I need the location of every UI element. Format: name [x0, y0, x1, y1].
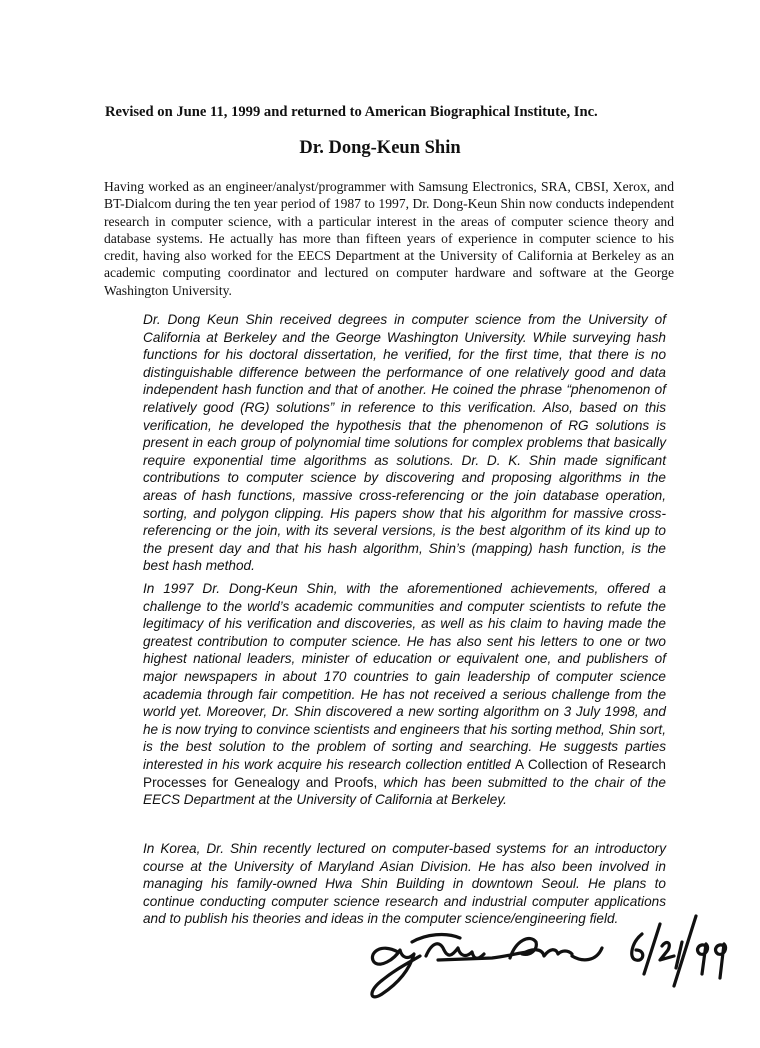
document-title: Dr. Dong-Keun Shin [299, 138, 461, 158]
revision-note: Revised on June 11, 1999 and returned to American Biographical Institute, Inc. [105, 104, 598, 120]
intro-paragraph: Having worked as an engineer/analyst/programmer with Samsung Electronics, SRA, CBSI, Xerox, and BT-Dialcom during the ten year period of 1987 to 1997, Dr. Dong-Keun Shin now conducts independent research in computer science, with a particular interest in the areas of computer science theory and database systems. He actually has more than fifteen years of experience in computer science to his credit, having also worked for the EECS Department at the University of California at Berkeley as an academic computing coordinator and lectured on computer hardware and software at the George Washington University. [104, 179, 674, 298]
bio-paragraph-2 [143, 580, 666, 809]
signature-block [360, 912, 740, 1007]
bio-paragraph-2-text-a: In 1997 Dr. Dong-Keun Shin, with the aforementioned achievements, offered a challenge to the world’s academic communities and computer scientists to refute the legitimacy of his verification and discoveries, as well as his claim to having made the greatest contribution to computer science. He has also sent his letters to one or two highest national leaders, minister of education or equivalent one, and publishers of major newspapers in about 170 countries to gain leadership of computer science academia through fair competition. He has not received a serious challenge from the world yet. Moreover, Dr. Shin discovered a new sorting algorithm on 3 July 1998, and he is now trying to convince scientists and engineers that his sorting method, Shin sort, is the best solution to the problem of sorting and searching. He suggests parties interested in his work acquire his research collection entitled [143, 581, 666, 772]
handwritten-signature-icon [360, 912, 740, 1007]
bio-paragraph-1: Dr. Dong Keun Shin received degrees in computer science from the University of California at Berkeley and the George Washington University. While surveying hash functions for his doctoral dissertation, he verified, for the first time, that there is no distinguishable difference between the performance of one relatively good and data independent hash function and that of another. He coined the phrase “phenomenon of relatively good (RG) solutions” in reference to this verification. Also, based on this verification, he developed the hypothesis that the phenomenon of RG solutions is present in each group of polynomial time solutions for complex problems that basically require exponential time algorithms as solutions. Dr. D. K. Shin made significant contributions to computer science by discovering and proposing algorithms in the areas of hash functions, massive cross-referencing or the join database operation, sorting, and polygon clipping. His papers show that his algorithm for massive cross-referencing or the join, with its several versions, is the best algorithm of its kind up to the present day and that his hash algorithm, Shin’s (mapping) hash function, is the best hash method. [143, 312, 666, 574]
bio-paragraph-3: In Korea, Dr. Shin recently lectured on computer-based systems for an introductory course at the University of Maryland Asian Division. He has also been involved in managing his family-owned Hwa Shin Building in downtown Seoul. He plans to continue conducting computer science research and industrial computer applications and to publish his theories and ideas in the computer science/engineering field. [143, 841, 666, 927]
bio-paragraph-2-text-b: which has been submitted to the chair of the EECS Department at the University of California at Berkeley. [143, 774, 666, 808]
book-title: A Collection of Research Processes for Genealogy and Proofs, [143, 756, 666, 790]
